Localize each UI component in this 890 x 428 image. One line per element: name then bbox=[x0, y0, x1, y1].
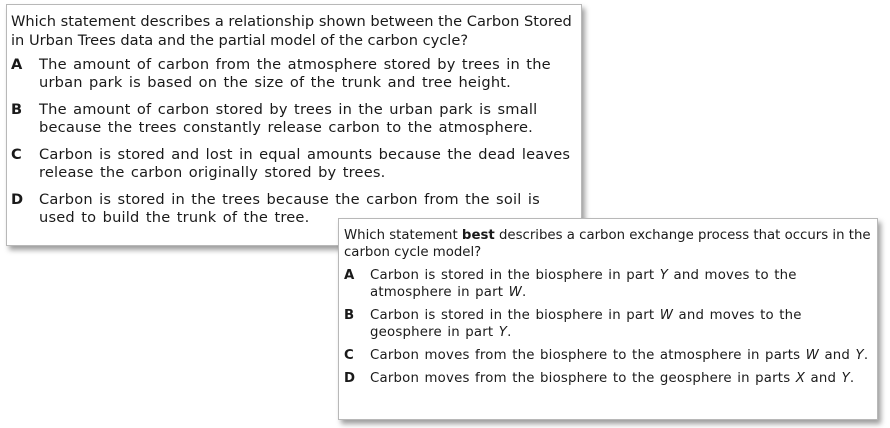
option-letter: C bbox=[11, 146, 22, 163]
option-text-segment: and moves to the atmosphere in part bbox=[370, 268, 797, 300]
answer-option-a[interactable] bbox=[344, 267, 873, 301]
answer-option-d[interactable] bbox=[344, 370, 873, 387]
option-text: The amount of carbon stored by trees in the urban park is small because the trees constantly release carbon to the atmosphere. bbox=[39, 101, 538, 136]
part-label: Y bbox=[498, 325, 508, 340]
option-text-segment: . bbox=[863, 348, 869, 363]
option-text: Carbon is stored in the trees because the carbon from the soil is used to build the trunk of the tree. bbox=[39, 191, 540, 226]
option-text bbox=[370, 347, 873, 364]
option-letter: D bbox=[11, 191, 24, 208]
part-label: X bbox=[795, 371, 806, 386]
option-text-segment: and moves to the geosphere in part bbox=[370, 308, 802, 340]
question-2-options bbox=[344, 267, 873, 387]
option-text-segment: and bbox=[819, 348, 856, 363]
option-text-segment: Carbon moves from the biosphere to the geosphere in parts bbox=[370, 371, 796, 386]
option-letter: C bbox=[344, 348, 354, 363]
option-text-segment: Carbon moves from the biosphere to the atmosphere in parts bbox=[370, 348, 806, 363]
option-letter: B bbox=[11, 101, 23, 118]
option-letter: B bbox=[344, 308, 355, 323]
part-label: W bbox=[805, 348, 820, 363]
option-text: The amount of carbon from the atmosphere stored by trees in the urban park is based on the size of the trunk and tree height. bbox=[39, 56, 551, 91]
part-label: Y bbox=[841, 371, 850, 386]
stem-text: describes a carbon exchange process that occurs in the carbon cycle model? bbox=[344, 228, 871, 260]
answer-option-a[interactable] bbox=[11, 56, 575, 92]
option-letter: A bbox=[11, 56, 23, 73]
answer-option-b[interactable] bbox=[344, 307, 873, 341]
question-1-stem: Which statement describes a relationship shown between the Carbon Stored in Urban Trees data and the partial model of the carbon cycle? bbox=[11, 13, 572, 49]
part-label: W bbox=[659, 308, 674, 323]
stem-text: Which statement bbox=[344, 228, 462, 243]
option-text bbox=[370, 267, 873, 301]
option-text-segment: Carbon is stored in the biosphere in part bbox=[370, 308, 660, 323]
question-card-1 bbox=[6, 4, 582, 246]
question-card-2 bbox=[338, 218, 878, 420]
option-letter: D bbox=[344, 371, 356, 386]
answer-option-c[interactable] bbox=[344, 347, 873, 364]
answer-option-b[interactable] bbox=[11, 101, 575, 137]
option-text: Carbon is stored and lost in equal amounts because the dead leaves release the carbon originally stored by trees. bbox=[39, 146, 571, 181]
option-text-segment: . bbox=[507, 325, 512, 340]
question-1-options bbox=[11, 56, 575, 227]
option-text-segment: and bbox=[805, 371, 842, 386]
option-text-segment: . bbox=[849, 371, 855, 386]
option-text-segment: Carbon is stored in the biosphere in part bbox=[370, 268, 660, 283]
answer-option-c[interactable] bbox=[11, 146, 575, 182]
part-label: Y bbox=[855, 348, 864, 363]
part-label: Y bbox=[659, 268, 669, 283]
option-text bbox=[370, 370, 873, 387]
stem-emphasis: best bbox=[461, 228, 495, 243]
option-text-segment: . bbox=[522, 285, 527, 300]
question-2-stem bbox=[344, 227, 873, 261]
part-label: W bbox=[508, 285, 523, 300]
option-letter: A bbox=[344, 268, 355, 283]
option-text bbox=[370, 307, 873, 341]
